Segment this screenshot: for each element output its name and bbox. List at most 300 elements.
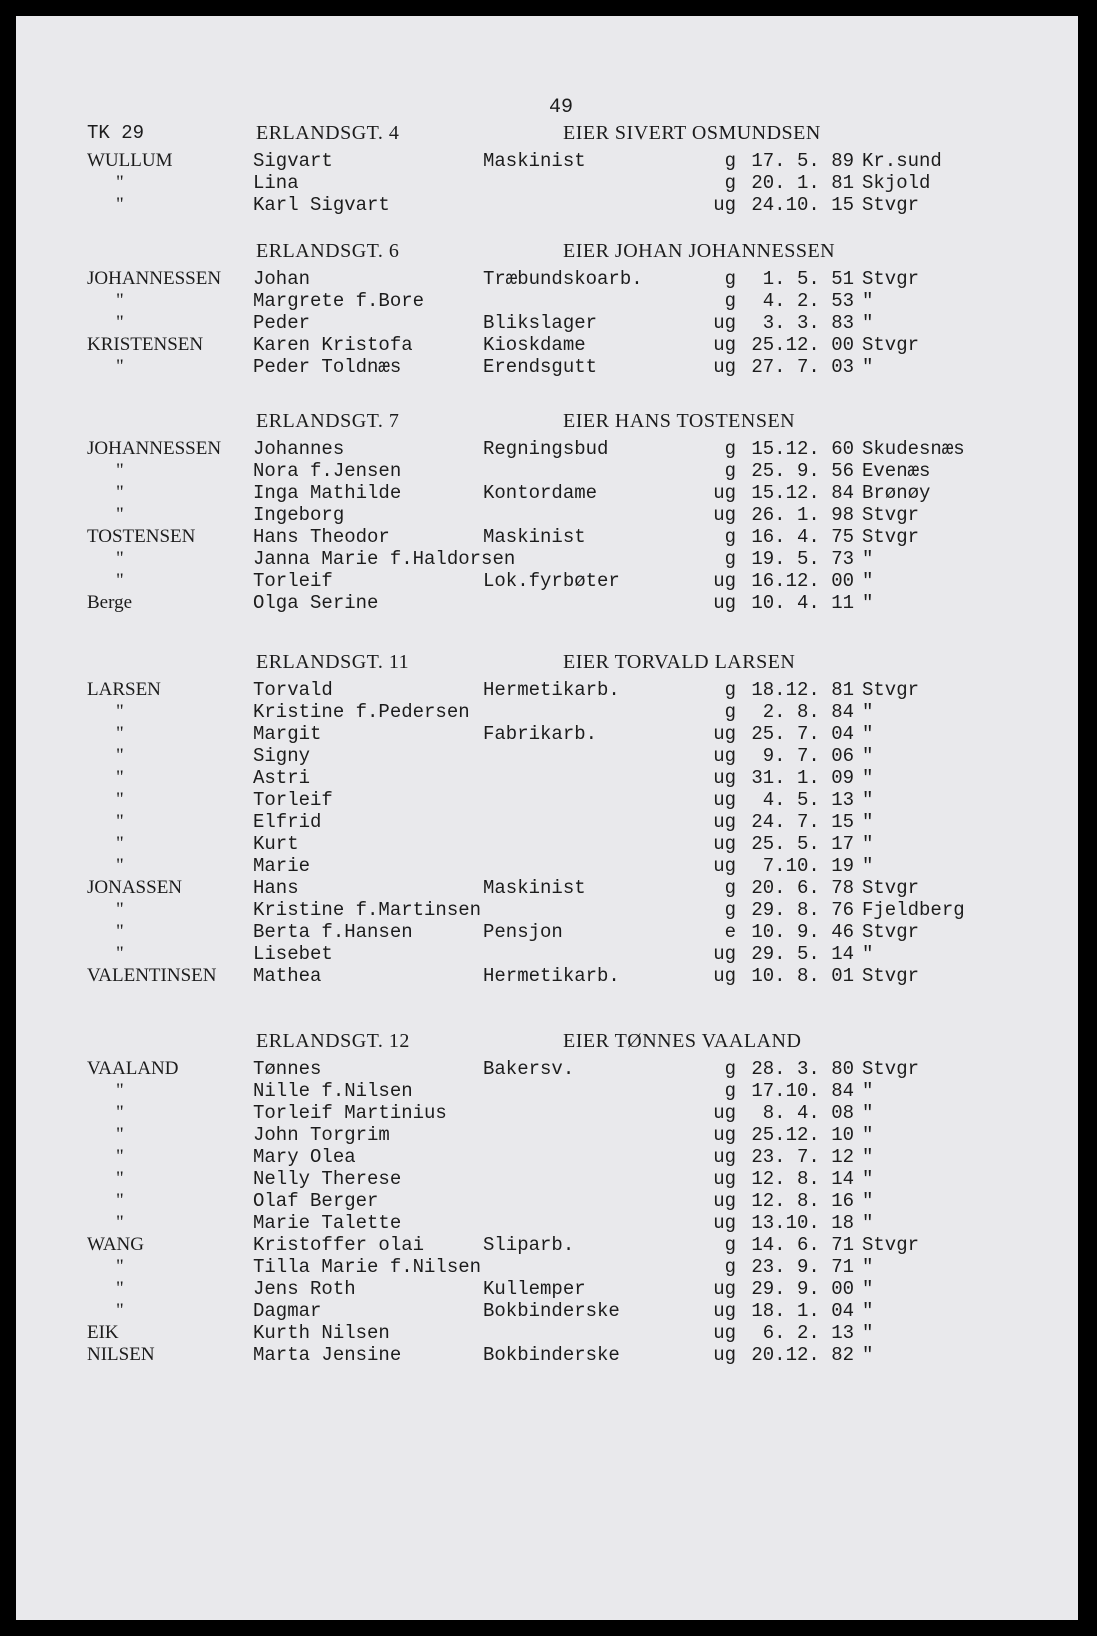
- person-row: [16, 877, 1078, 899]
- marital-status: e: [724, 921, 736, 943]
- surname: ": [116, 899, 124, 920]
- marital-status: ug: [713, 767, 736, 789]
- person-row: [16, 789, 1078, 811]
- given-name: Nelly Therese: [253, 1168, 402, 1190]
- surname: ": [116, 855, 124, 876]
- birth-place: ": [862, 811, 874, 833]
- given-name: Peder Toldnæs: [253, 356, 402, 378]
- marital-status: ug: [713, 1168, 736, 1190]
- street-address: ERLANDSGT. 6: [256, 240, 400, 262]
- surname: ": [116, 570, 124, 591]
- birth-place: ": [862, 356, 874, 378]
- birth-date: 4. 5. 13: [762, 789, 854, 811]
- person-row: [16, 460, 1078, 482]
- birth-date: 8. 4. 08: [762, 1102, 854, 1124]
- marital-status: ug: [713, 482, 736, 504]
- occupation: Maskinist: [483, 150, 586, 172]
- birth-place: ": [862, 855, 874, 877]
- birth-place: Stvgr: [862, 334, 920, 356]
- birth-date: 24. 7. 15: [751, 811, 854, 833]
- occupation: Fabrikarb.: [483, 723, 598, 745]
- marital-status: ug: [713, 570, 736, 592]
- marital-status: ug: [713, 811, 736, 833]
- person-row: [16, 965, 1078, 987]
- given-name: Olaf Berger: [253, 1190, 379, 1212]
- birth-date: 25. 5. 17: [751, 833, 854, 855]
- marital-status: ug: [713, 1212, 736, 1234]
- surname: ": [116, 943, 124, 964]
- surname: ": [116, 356, 124, 377]
- birth-date: 3. 3. 83: [762, 312, 854, 334]
- person-row: [16, 438, 1078, 460]
- person-row: [16, 1190, 1078, 1212]
- given-name: Kristine f.Pedersen: [253, 701, 470, 723]
- occupation: Kioskdame: [483, 334, 586, 356]
- surname: ": [116, 1124, 124, 1145]
- birth-place: Fjeldberg: [862, 899, 965, 921]
- occupation: Blikslager: [483, 312, 598, 334]
- given-name: Dagmar: [253, 1300, 322, 1322]
- marital-status: g: [724, 460, 736, 482]
- birth-date: 28. 3. 80: [751, 1058, 854, 1080]
- address-section: [16, 1030, 1078, 1366]
- birth-date: 25. 7. 04: [751, 723, 854, 745]
- given-name: Mathea: [253, 965, 322, 987]
- person-row: [16, 1256, 1078, 1278]
- given-name: Johan: [253, 268, 311, 290]
- person-row: [16, 356, 1078, 378]
- birth-date: 1. 5. 51: [762, 268, 854, 290]
- person-row: [16, 679, 1078, 701]
- person-row: [16, 1102, 1078, 1124]
- occupation: Bokbinderske: [483, 1344, 620, 1366]
- birth-date: 29. 9. 00: [751, 1278, 854, 1300]
- person-row: [16, 745, 1078, 767]
- marital-status: g: [724, 679, 736, 701]
- person-row: [16, 194, 1078, 216]
- person-row: [16, 833, 1078, 855]
- surname: ": [116, 1212, 124, 1233]
- person-row: [16, 526, 1078, 548]
- birth-date: 23. 9. 71: [751, 1256, 854, 1278]
- birth-place: Stvgr: [862, 268, 920, 290]
- occupation: Regningsbud: [483, 438, 609, 460]
- surname: ": [116, 1146, 124, 1167]
- birth-place: ": [862, 1190, 874, 1212]
- surname: ": [116, 548, 124, 569]
- given-name: Olga Serine: [253, 592, 379, 614]
- birth-place: Kr.sund: [862, 150, 942, 172]
- birth-date: 29. 8. 76: [751, 899, 854, 921]
- birth-date: 13.10. 18: [751, 1212, 854, 1234]
- occupation: Maskinist: [483, 877, 586, 899]
- surname: NILSEN: [87, 1344, 155, 1365]
- occupation: Pensjon: [483, 921, 563, 943]
- surname: VAALAND: [87, 1058, 179, 1079]
- birth-place: ": [862, 1344, 874, 1366]
- birth-date: 26. 1. 98: [751, 504, 854, 526]
- given-name: Tønnes: [253, 1058, 322, 1080]
- given-name: Marie: [253, 855, 311, 877]
- person-row: [16, 1322, 1078, 1344]
- document-page: [16, 16, 1078, 1620]
- birth-place: ": [862, 1300, 874, 1322]
- birth-date: 25. 9. 56: [751, 460, 854, 482]
- birth-place: ": [862, 290, 874, 312]
- birth-date: 2. 8. 84: [762, 701, 854, 723]
- surname: ": [116, 1278, 124, 1299]
- surname: LARSEN: [87, 679, 161, 700]
- marital-status: ug: [713, 504, 736, 526]
- birth-date: 20. 6. 78: [751, 877, 854, 899]
- birth-place: Stvgr: [862, 877, 920, 899]
- birth-date: 23. 7. 12: [751, 1146, 854, 1168]
- birth-place: Stvgr: [862, 1058, 920, 1080]
- birth-place: ": [862, 1102, 874, 1124]
- marital-status: ug: [713, 1102, 736, 1124]
- person-row: [16, 172, 1078, 194]
- given-name: Johannes: [253, 438, 345, 460]
- birth-place: Stvgr: [862, 1234, 920, 1256]
- person-row: [16, 811, 1078, 833]
- birth-date: 17. 5. 89: [751, 150, 854, 172]
- surname: ": [116, 1168, 124, 1189]
- person-row: [16, 1212, 1078, 1234]
- marital-status: ug: [713, 745, 736, 767]
- given-name: Torvald: [253, 679, 333, 701]
- surname: EIK: [87, 1322, 119, 1343]
- occupation: Erendsgutt: [483, 356, 598, 378]
- person-row: [16, 1234, 1078, 1256]
- person-row: [16, 592, 1078, 614]
- marital-status: g: [724, 1080, 736, 1102]
- birth-place: Stvgr: [862, 504, 920, 526]
- surname: ": [116, 482, 124, 503]
- surname: ": [116, 723, 124, 744]
- surname: ": [116, 767, 124, 788]
- birth-date: 10. 8. 01: [751, 965, 854, 987]
- surname: JOHANNESSEN: [87, 438, 222, 459]
- person-row: [16, 943, 1078, 965]
- given-name: Lina: [253, 172, 299, 194]
- birth-place: Stvgr: [862, 679, 920, 701]
- person-row: [16, 312, 1078, 334]
- given-name: Sigvart: [253, 150, 333, 172]
- given-name: Ingeborg: [253, 504, 345, 526]
- street-address: ERLANDSGT. 12: [256, 1030, 410, 1052]
- birth-date: 15.12. 60: [751, 438, 854, 460]
- birth-place: Stvgr: [862, 194, 920, 216]
- given-name: Berta f.Hansen: [253, 921, 413, 943]
- birth-date: 25.12. 00: [751, 334, 854, 356]
- marital-status: g: [724, 150, 736, 172]
- given-name: Janna Marie f.Haldorsen: [253, 548, 516, 570]
- marital-status: ug: [713, 833, 736, 855]
- section-header: [16, 1030, 1078, 1058]
- birth-place: ": [862, 570, 874, 592]
- surname: VALENTINSEN: [87, 965, 217, 986]
- birth-place: ": [862, 1146, 874, 1168]
- occupation: Træbundskoarb.: [483, 268, 643, 290]
- owner: EIER JOHAN JOHANNESSEN: [563, 240, 836, 262]
- birth-date: 16. 4. 75: [751, 526, 854, 548]
- birth-date: 7.10. 19: [762, 855, 854, 877]
- given-name: Karl Sigvart: [253, 194, 390, 216]
- surname: ": [116, 1080, 124, 1101]
- surname: ": [116, 504, 124, 525]
- owner: EIER TØNNES VAALAND: [563, 1030, 802, 1052]
- person-row: [16, 1058, 1078, 1080]
- section-header: [16, 240, 1078, 268]
- given-name: Elfrid: [253, 811, 322, 833]
- surname: ": [116, 290, 124, 311]
- marital-status: g: [724, 548, 736, 570]
- birth-date: 29. 5. 14: [751, 943, 854, 965]
- given-name: Peder: [253, 312, 311, 334]
- surname: JONASSEN: [87, 877, 183, 898]
- marital-status: ug: [713, 194, 736, 216]
- marital-status: g: [724, 172, 736, 194]
- person-row: [16, 482, 1078, 504]
- surname: WULLUM: [87, 150, 173, 171]
- given-name: Kurth Nilsen: [253, 1322, 390, 1344]
- birth-date: 14. 6. 71: [751, 1234, 854, 1256]
- marital-status: ug: [713, 334, 736, 356]
- marital-status: g: [724, 1256, 736, 1278]
- birth-place: Skjold: [862, 172, 931, 194]
- given-name: Signy: [253, 745, 311, 767]
- marital-status: g: [724, 701, 736, 723]
- birth-date: 9. 7. 06: [762, 745, 854, 767]
- marital-status: ug: [713, 855, 736, 877]
- owner: EIER HANS TOSTENSEN: [563, 410, 796, 432]
- person-row: [16, 899, 1078, 921]
- occupation: Bokbinderske: [483, 1300, 620, 1322]
- person-row: [16, 701, 1078, 723]
- given-name: Kristoffer olai: [253, 1234, 425, 1256]
- surname: ": [116, 1256, 124, 1277]
- given-name: Nora f.Jensen: [253, 460, 402, 482]
- person-row: [16, 1124, 1078, 1146]
- occupation: Maskinist: [483, 526, 586, 548]
- occupation: Kullemper: [483, 1278, 586, 1300]
- surname: ": [116, 312, 124, 333]
- address-section: [16, 122, 1078, 216]
- occupation: Hermetikarb.: [483, 679, 620, 701]
- marital-status: ug: [713, 789, 736, 811]
- birth-date: 4. 2. 53: [762, 290, 854, 312]
- section-header: [16, 651, 1078, 679]
- given-name: Astri: [253, 767, 311, 789]
- birth-date: 18.12. 81: [751, 679, 854, 701]
- surname: KRISTENSEN: [87, 334, 204, 355]
- person-row: [16, 334, 1078, 356]
- surname: ": [116, 1102, 124, 1123]
- birth-date: 6. 2. 13: [762, 1322, 854, 1344]
- birth-date: 15.12. 84: [751, 482, 854, 504]
- marital-status: ug: [713, 1300, 736, 1322]
- birth-date: 20.12. 82: [751, 1344, 854, 1366]
- birth-place: ": [862, 312, 874, 334]
- section-header: [16, 410, 1078, 438]
- given-name: Kristine f.Martinsen: [253, 899, 482, 921]
- marital-status: ug: [713, 1344, 736, 1366]
- birth-place: ": [862, 1256, 874, 1278]
- given-name: John Torgrim: [253, 1124, 390, 1146]
- person-row: [16, 1146, 1078, 1168]
- marital-status: ug: [713, 943, 736, 965]
- given-name: Margrete f.Bore: [253, 290, 425, 312]
- birth-place: ": [862, 701, 874, 723]
- given-name: Margit: [253, 723, 322, 745]
- given-name: Tilla Marie f.Nilsen: [253, 1256, 482, 1278]
- given-name: Karen Kristofa: [253, 334, 413, 356]
- marital-status: ug: [713, 312, 736, 334]
- birth-place: ": [862, 592, 874, 614]
- birth-place: ": [862, 1322, 874, 1344]
- person-row: [16, 855, 1078, 877]
- marital-status: g: [724, 1058, 736, 1080]
- person-row: [16, 150, 1078, 172]
- given-name: Nille f.Nilsen: [253, 1080, 413, 1102]
- birth-date: 12. 8. 16: [751, 1190, 854, 1212]
- marital-status: ug: [713, 1190, 736, 1212]
- marital-status: ug: [713, 1322, 736, 1344]
- birth-place: ": [862, 1278, 874, 1300]
- birth-place: Stvgr: [862, 526, 920, 548]
- person-row: [16, 1168, 1078, 1190]
- birth-place: ": [862, 1168, 874, 1190]
- person-row: [16, 1080, 1078, 1102]
- birth-date: 18. 1. 04: [751, 1300, 854, 1322]
- marital-status: ug: [713, 1124, 736, 1146]
- given-name: Hans Theodor: [253, 526, 390, 548]
- birth-date: 17.10. 84: [751, 1080, 854, 1102]
- birth-date: 20. 1. 81: [751, 172, 854, 194]
- surname: ": [116, 194, 124, 215]
- address-section: [16, 240, 1078, 378]
- birth-place: ": [862, 1124, 874, 1146]
- owner: EIER TORVALD LARSEN: [563, 651, 796, 673]
- birth-date: 19. 5. 73: [751, 548, 854, 570]
- birth-place: ": [862, 745, 874, 767]
- marital-status: g: [724, 1234, 736, 1256]
- owner: EIER SIVERT OSMUNDSEN: [563, 122, 821, 144]
- birth-place: ": [862, 1080, 874, 1102]
- person-row: [16, 570, 1078, 592]
- surname: ": [116, 745, 124, 766]
- marital-status: ug: [713, 965, 736, 987]
- birth-date: 10. 9. 46: [751, 921, 854, 943]
- street-address: ERLANDSGT. 4: [256, 122, 400, 144]
- surname: ": [116, 811, 124, 832]
- surname: WANG: [87, 1234, 144, 1255]
- given-name: Jens Roth: [253, 1278, 356, 1300]
- page-number: 49: [549, 96, 574, 119]
- person-row: [16, 504, 1078, 526]
- birth-place: ": [862, 548, 874, 570]
- birth-place: Stvgr: [862, 921, 920, 943]
- birth-place: ": [862, 833, 874, 855]
- person-row: [16, 723, 1078, 745]
- marital-status: ug: [713, 1146, 736, 1168]
- marital-status: g: [724, 899, 736, 921]
- surname: ": [116, 833, 124, 854]
- birth-date: 31. 1. 09: [751, 767, 854, 789]
- birth-date: 27. 7. 03: [751, 356, 854, 378]
- occupation: Lok.fyrbøter: [483, 570, 620, 592]
- given-name: Marta Jensine: [253, 1344, 402, 1366]
- person-row: [16, 1344, 1078, 1366]
- birth-date: 24.10. 15: [751, 194, 854, 216]
- occupation: Kontordame: [483, 482, 598, 504]
- tk-label: TK 29: [87, 122, 145, 144]
- section-header: [16, 122, 1078, 150]
- person-row: [16, 767, 1078, 789]
- birth-date: 16.12. 00: [751, 570, 854, 592]
- given-name: Marie Talette: [253, 1212, 402, 1234]
- person-row: [16, 290, 1078, 312]
- street-address: ERLANDSGT. 7: [256, 410, 400, 432]
- occupation: Bakersv.: [483, 1058, 575, 1080]
- birth-date: 25.12. 10: [751, 1124, 854, 1146]
- surname: ": [116, 1300, 124, 1321]
- marital-status: g: [724, 526, 736, 548]
- person-row: [16, 548, 1078, 570]
- given-name: Lisebet: [253, 943, 333, 965]
- surname: ": [116, 172, 124, 193]
- birth-place: ": [862, 767, 874, 789]
- given-name: Kurt: [253, 833, 299, 855]
- surname: ": [116, 1190, 124, 1211]
- surname: JOHANNESSEN: [87, 268, 222, 289]
- given-name: Mary Olea: [253, 1146, 356, 1168]
- marital-status: ug: [713, 723, 736, 745]
- person-row: [16, 1300, 1078, 1322]
- birth-place: ": [862, 1212, 874, 1234]
- marital-status: ug: [713, 592, 736, 614]
- person-row: [16, 268, 1078, 290]
- person-row: [16, 1278, 1078, 1300]
- birth-place: ": [862, 723, 874, 745]
- marital-status: g: [724, 268, 736, 290]
- birth-place: ": [862, 789, 874, 811]
- birth-place: Evenæs: [862, 460, 931, 482]
- birth-place: ": [862, 943, 874, 965]
- birth-date: 10. 4. 11: [751, 592, 854, 614]
- marital-status: ug: [713, 356, 736, 378]
- given-name: Torleif: [253, 570, 333, 592]
- street-address: ERLANDSGT. 11: [256, 651, 410, 673]
- address-section: [16, 651, 1078, 987]
- given-name: Torleif: [253, 789, 333, 811]
- surname: ": [116, 921, 124, 942]
- surname: Berge: [87, 592, 133, 613]
- marital-status: g: [724, 438, 736, 460]
- marital-status: ug: [713, 1278, 736, 1300]
- surname: ": [116, 701, 124, 722]
- birth-place: Skudesnæs: [862, 438, 965, 460]
- given-name: Inga Mathilde: [253, 482, 402, 504]
- birth-place: Stvgr: [862, 965, 920, 987]
- surname: TOSTENSEN: [87, 526, 196, 547]
- birth-date: 12. 8. 14: [751, 1168, 854, 1190]
- address-section: [16, 410, 1078, 614]
- given-name: Hans: [253, 877, 299, 899]
- surname: ": [116, 460, 124, 481]
- occupation: Sliparb.: [483, 1234, 575, 1256]
- marital-status: g: [724, 290, 736, 312]
